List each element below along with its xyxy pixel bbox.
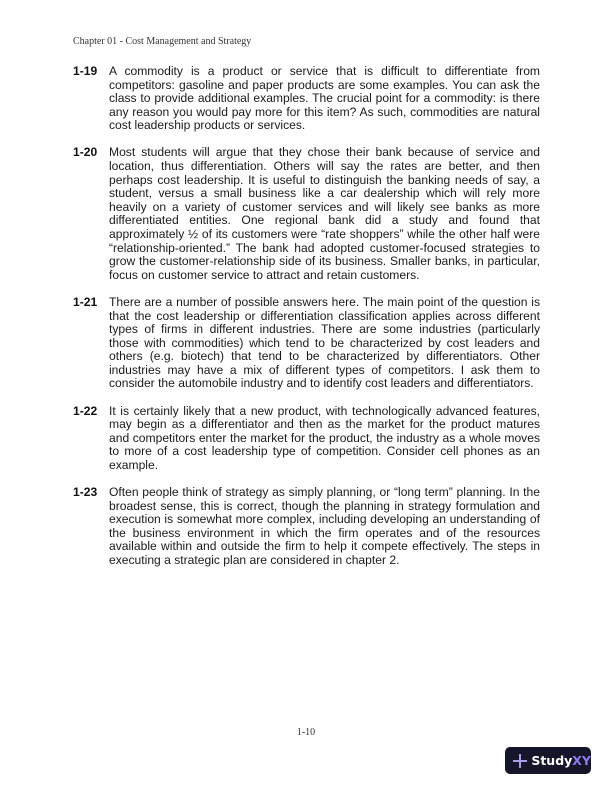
answer-number: 1-21 bbox=[73, 294, 98, 309]
answer-number: 1-23 bbox=[73, 485, 98, 500]
answer-1-19 bbox=[73, 65, 540, 133]
answer-number: 1-20 bbox=[73, 145, 98, 160]
brand-accent: XY bbox=[572, 753, 591, 768]
answer-number: 1-22 bbox=[73, 403, 98, 418]
answer-text: It is certainly likely that a new product, with technologically advanced features, may begin as a differentiator and then as the market for the product matures and competitors enter the market for the product, the industry as a whole moves to more of a cost leadership type of competition. Consider cell phones as an example. bbox=[109, 403, 540, 472]
page-number: 1-10 bbox=[296, 727, 316, 738]
answer-text: A commodity is a product or service that is difficult to differentiate from competitors: gasoline and paper products are some examples. You can ask the class to provide additional examples. The crucial point for a commodity: is there any reason you would pay more for this item? As such, commodities are natural cost leadership products or services. bbox=[109, 64, 540, 133]
brand-logo-text bbox=[531, 753, 591, 768]
studyxy-watermark-badge[interactable] bbox=[505, 747, 591, 774]
answer-1-22 bbox=[73, 405, 540, 473]
brand-main: Study bbox=[531, 753, 573, 768]
answer-number: 1-19 bbox=[73, 64, 98, 78]
answer-text: Most students will argue that they chose their bank because of service and location, thus differentiation. Others will say the rates are better, and then perhaps cost leadership. It is useful to distinguish the banking needs of say, a student, versus a small business like a car dealership which will rely more heavily on a variety of customer services and will likely see banks as more differentiated entities. One regional bank did a study and found that approximately ½ of its customers were “rate shoppers” while the other half were “relationship-oriented.” The bank had adopted customer-focused strategies to grow the customer-relationship side of its business. Smaller banks, in particular, focus on customer service to attract and retain customers. bbox=[109, 145, 540, 282]
answer-1-20 bbox=[73, 146, 540, 282]
answer-text: Often people think of strategy as simply planning, or “long term” planning. In the broadest sense, this is correct, though the planning in strategy formulation and execution is somewhat more complex, including developing an understanding of the business environment in which the firm operates and of the resources available within and outside the firm to help it compete effectively. The steps in executing a strategic plan are considered in chapter 2. bbox=[109, 485, 540, 567]
answer-1-23 bbox=[73, 486, 540, 568]
plus-icon bbox=[513, 754, 525, 768]
answer-1-21 bbox=[73, 296, 540, 391]
answers-list bbox=[73, 65, 540, 581]
page-header: Chapter 01 - Cost Management and Strategy bbox=[73, 36, 252, 47]
answer-text: There are a number of possible answers here. The main point of the question is that the cost leadership or differentiation classification applies across different types of firms in different industries. There are some industries (particularly those with commodities) which tend to be characterized by cost leaders and others (e.g. biotech) that tend to be characterized by differentiators. Other industries may have a mix of different types of competitors. I ask them to consider the automobile industry and to identify cost leaders and differentiators. bbox=[109, 294, 540, 391]
